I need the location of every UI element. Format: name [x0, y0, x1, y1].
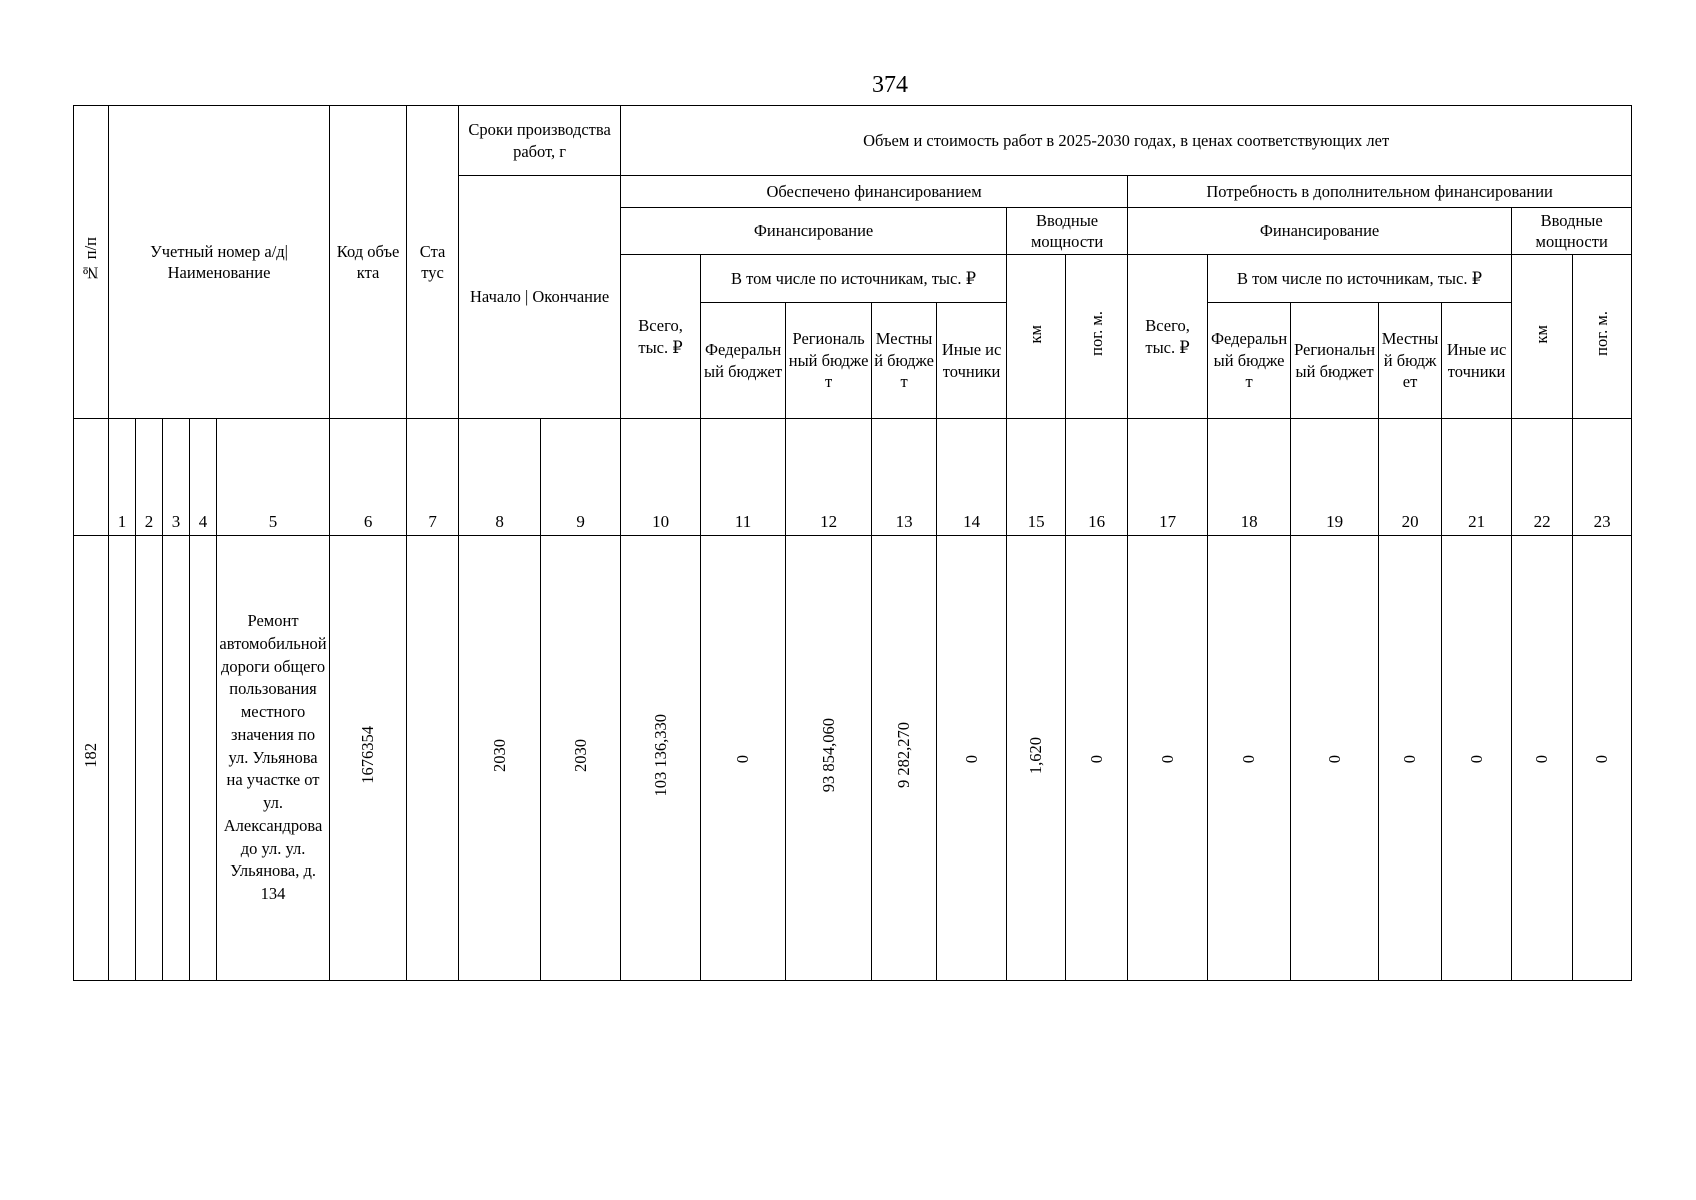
column-number: 8 [459, 419, 541, 536]
row-needed-regional: 0 [1291, 536, 1379, 981]
header-secured-financing: Финансирование [621, 208, 1007, 255]
header-needed-other: Иные источники [1442, 303, 1512, 419]
column-number: 4 [190, 419, 217, 536]
header-num: № п/п [74, 106, 109, 419]
page-number: 374 [872, 72, 908, 98]
header-secured: Обеспечено финансированием [621, 176, 1128, 208]
column-number: 2 [136, 419, 163, 536]
row-name: Ремонт автомобильной дороги общего пользования местного значения по ул. Ульянова на участке от ул. Александрова до ул. ул. Ульянова, д. 134 [217, 536, 330, 981]
header-needed: Потребность в дополнительном финансировании [1128, 176, 1632, 208]
row-secured-regional: 93 854,060 [786, 536, 872, 981]
row-needed-m: 0 [1573, 536, 1632, 981]
row-secured-other: 0 [937, 536, 1007, 981]
column-number: 12 [786, 419, 872, 536]
header-needed-km: км [1512, 255, 1573, 419]
column-number: 19 [1291, 419, 1379, 536]
row-needed-federal: 0 [1208, 536, 1291, 981]
column-number: 9 [541, 419, 621, 536]
header-needed-m: пог. м. [1573, 255, 1632, 419]
row-start: 2030 [459, 536, 541, 981]
header-terms: Сроки производства работ, г [459, 106, 621, 176]
column-number-row [74, 419, 1632, 536]
row-secured-federal: 0 [701, 536, 786, 981]
header-code: Код объекта [330, 106, 407, 419]
column-number: 22 [1512, 419, 1573, 536]
header-secured-regional: Региональный бюджет [786, 303, 872, 419]
header-secured-local: Местный бюджет [872, 303, 937, 419]
column-number: 17 [1128, 419, 1208, 536]
table-row [74, 536, 1632, 981]
row-secured-local: 9 282,270 [872, 536, 937, 981]
header-status: Статус [407, 106, 459, 419]
row-needed-km: 0 [1512, 536, 1573, 981]
column-number: 13 [872, 419, 937, 536]
row-code: 1676354 [330, 536, 407, 981]
row-num: 182 [74, 536, 109, 981]
row-end: 2030 [541, 536, 621, 981]
header-needed-capacities: Вводные мощности [1512, 208, 1632, 255]
works-table [73, 105, 1632, 981]
header-secured-km: км [1007, 255, 1066, 419]
header-secured-capacities: Вводные мощности [1007, 208, 1128, 255]
header-needed-financing: Финансирование [1128, 208, 1512, 255]
column-number: 15 [1007, 419, 1066, 536]
header-secured-federal: Федеральный бюджет [701, 303, 786, 419]
column-number: 11 [701, 419, 786, 536]
column-number-blank [74, 419, 109, 536]
row-empty-4 [190, 536, 217, 981]
header-needed-regional: Региональный бюджет [1291, 303, 1379, 419]
row-status [407, 536, 459, 981]
column-number: 1 [109, 419, 136, 536]
column-number: 14 [937, 419, 1007, 536]
row-needed-total: 0 [1128, 536, 1208, 981]
header-volume: Объем и стоимость работ в 2025-2030 годах, в ценах соответствующих лет [621, 106, 1632, 176]
column-number: 21 [1442, 419, 1512, 536]
row-secured-km: 1,620 [1007, 536, 1066, 981]
header-secured-m: пог. м. [1066, 255, 1128, 419]
column-number: 3 [163, 419, 190, 536]
row-secured-total: 103 136,330 [621, 536, 701, 981]
column-number: 6 [330, 419, 407, 536]
header-secured-other: Иные источники [937, 303, 1007, 419]
header-needed-local: Местный бюджет [1379, 303, 1442, 419]
row-empty-1 [109, 536, 136, 981]
row-needed-local: 0 [1379, 536, 1442, 981]
header-needed-federal: Федеральный бюджет [1208, 303, 1291, 419]
header-terms-sub: Начало | Окончание [459, 176, 621, 419]
row-empty-3 [163, 536, 190, 981]
row-empty-2 [136, 536, 163, 981]
header-name: Учетный номер а/д| Наименование [109, 106, 330, 419]
column-number: 20 [1379, 419, 1442, 536]
header-secured-total: Всего, тыс. ₽ [621, 255, 701, 419]
column-number: 10 [621, 419, 701, 536]
column-number: 18 [1208, 419, 1291, 536]
header-secured-sources: В том числе по источникам, тыс. ₽ [701, 255, 1007, 303]
header-needed-sources: В том числе по источникам, тыс. ₽ [1208, 255, 1512, 303]
header-needed-total: Всего, тыс. ₽ [1128, 255, 1208, 419]
column-number: 7 [407, 419, 459, 536]
row-needed-other: 0 [1442, 536, 1512, 981]
row-secured-m: 0 [1066, 536, 1128, 981]
column-number: 5 [217, 419, 330, 536]
column-number: 23 [1573, 419, 1632, 536]
column-number: 16 [1066, 419, 1128, 536]
